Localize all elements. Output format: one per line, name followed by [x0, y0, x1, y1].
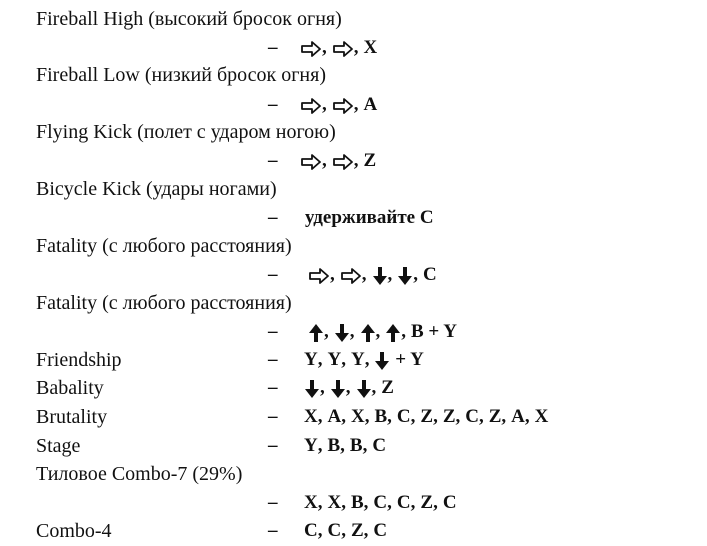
combo-token [308, 264, 330, 286]
down-icon [334, 323, 350, 343]
combo-token: B + Y [411, 321, 458, 342]
combo-token [360, 321, 376, 343]
combo-token: Z [381, 377, 394, 398]
up-icon [308, 323, 324, 343]
combo-combo-4: C , C , Z , C [304, 520, 388, 541]
combo-token [300, 150, 322, 172]
combo-token: Z [442, 406, 456, 427]
move-name-fireball-high: Fireball High (высокий бросок огня) [36, 8, 342, 30]
combo-token: C [465, 406, 479, 427]
combo-token [356, 377, 372, 399]
combo-token: C [373, 520, 388, 541]
combo-token: X [327, 492, 342, 513]
combo-fatality-1: , , , , C [308, 264, 437, 286]
fwd-icon [300, 154, 322, 170]
fwd-icon [308, 268, 330, 284]
combo-fireball-low: , , A [300, 94, 377, 116]
down-icon [330, 379, 346, 399]
move-name-fatality-1: Fatality (с любого расстояния) [36, 235, 292, 257]
combo-token: X [304, 406, 318, 427]
combo-token: C [372, 435, 387, 456]
combo-fatality-2: , , , , B + Y [308, 321, 457, 343]
combo-token [334, 321, 350, 343]
move-name-flying-kick: Flying Kick (полет с ударом ногою) [36, 121, 336, 143]
move-name-combo-4: Combo-4 [36, 520, 112, 542]
fwd-icon [332, 98, 354, 114]
move-name-bicycle-kick: Bicycle Kick (удары ногами) [36, 178, 277, 200]
combo-token: B [349, 435, 363, 456]
combo-token [332, 37, 354, 59]
fwd-icon [340, 268, 362, 284]
combo-token: + Y [374, 349, 423, 371]
combo-fireball-high: , , X [300, 37, 377, 59]
combo-bicycle-kick: удерживайте C [305, 207, 434, 228]
combo-token: B [350, 492, 364, 513]
move-name-babality: Babality [36, 377, 104, 399]
down-icon [304, 379, 320, 399]
dash: – [268, 492, 278, 513]
combo-token [330, 377, 346, 399]
combo-token [304, 377, 320, 399]
combo-token: X [534, 406, 549, 427]
dash: – [268, 377, 278, 398]
combo-brutality: X , A , X , B , C , Z , Z , C , Z , A , X [304, 406, 549, 427]
combo-token [300, 94, 322, 116]
dash: – [268, 264, 278, 285]
combo-token [332, 150, 354, 172]
up-icon [360, 323, 376, 343]
down-icon [397, 266, 413, 286]
move-name-fireball-low: Fireball Low (низкий бросок огня) [36, 64, 326, 86]
dash: – [268, 150, 278, 171]
fwd-icon [300, 41, 322, 57]
combo-token: X [304, 492, 318, 513]
combo-token: C [442, 492, 457, 513]
combo-token: B [327, 435, 341, 456]
dash: – [268, 207, 278, 228]
combo-token [340, 264, 362, 286]
move-name-fatality-2: Fatality (с любого расстояния) [36, 292, 292, 314]
combo-token: Y [304, 435, 318, 456]
dash: – [268, 37, 278, 58]
fwd-icon [332, 41, 354, 57]
move-name-combo-7: Тиловое Combo-7 (29%) [36, 463, 243, 485]
combo-token: C [327, 520, 342, 541]
combo-token: Z [363, 150, 377, 171]
dash: – [268, 520, 278, 541]
combo-token: B [374, 406, 388, 427]
combo-token: C [396, 406, 411, 427]
combo-token: C [373, 492, 388, 513]
move-name-friendship: Friendship [36, 349, 122, 371]
combo-token [397, 264, 413, 286]
up-icon [385, 323, 401, 343]
combo-token: Z [420, 492, 434, 513]
combo-token: A [363, 94, 378, 115]
combo-friendship: Y , Y , Y , + Y [304, 349, 424, 370]
dash: – [268, 406, 278, 427]
combo-token [385, 321, 401, 343]
combo-flying-kick: , , Z [300, 150, 376, 172]
combo-token [300, 37, 322, 59]
combo-token: Z [350, 520, 364, 541]
combo-token: C [396, 492, 411, 513]
dash: – [268, 321, 278, 342]
combo-token: Y [327, 349, 342, 370]
dash: – [268, 94, 278, 115]
combo-combo-7: X , X , B , C , C , Z , C [304, 492, 457, 513]
combo-token: A [511, 406, 525, 427]
dash: – [268, 349, 278, 370]
dash: – [268, 435, 278, 456]
combo-token: Z [420, 406, 434, 427]
down-icon [374, 351, 390, 371]
combo-stage: Y , B , B , C [304, 435, 387, 456]
combo-token: Y [304, 349, 318, 370]
combo-token [372, 264, 388, 286]
combo-token: Z [488, 406, 502, 427]
down-icon [372, 266, 388, 286]
combo-token [332, 94, 354, 116]
combo-token: X [350, 406, 365, 427]
combo-token: C [304, 520, 318, 541]
down-icon [356, 379, 372, 399]
fwd-icon [300, 98, 322, 114]
combo-token: A [327, 406, 342, 427]
combo-token [308, 321, 324, 343]
combo-babality: , , , Z [304, 377, 394, 399]
combo-token: Y [350, 349, 365, 370]
combo-token: X [363, 37, 378, 58]
move-name-stage: Stage [36, 435, 81, 457]
fwd-icon [332, 154, 354, 170]
combo-token: C [423, 264, 437, 285]
move-name-brutality: Brutality [36, 406, 108, 428]
